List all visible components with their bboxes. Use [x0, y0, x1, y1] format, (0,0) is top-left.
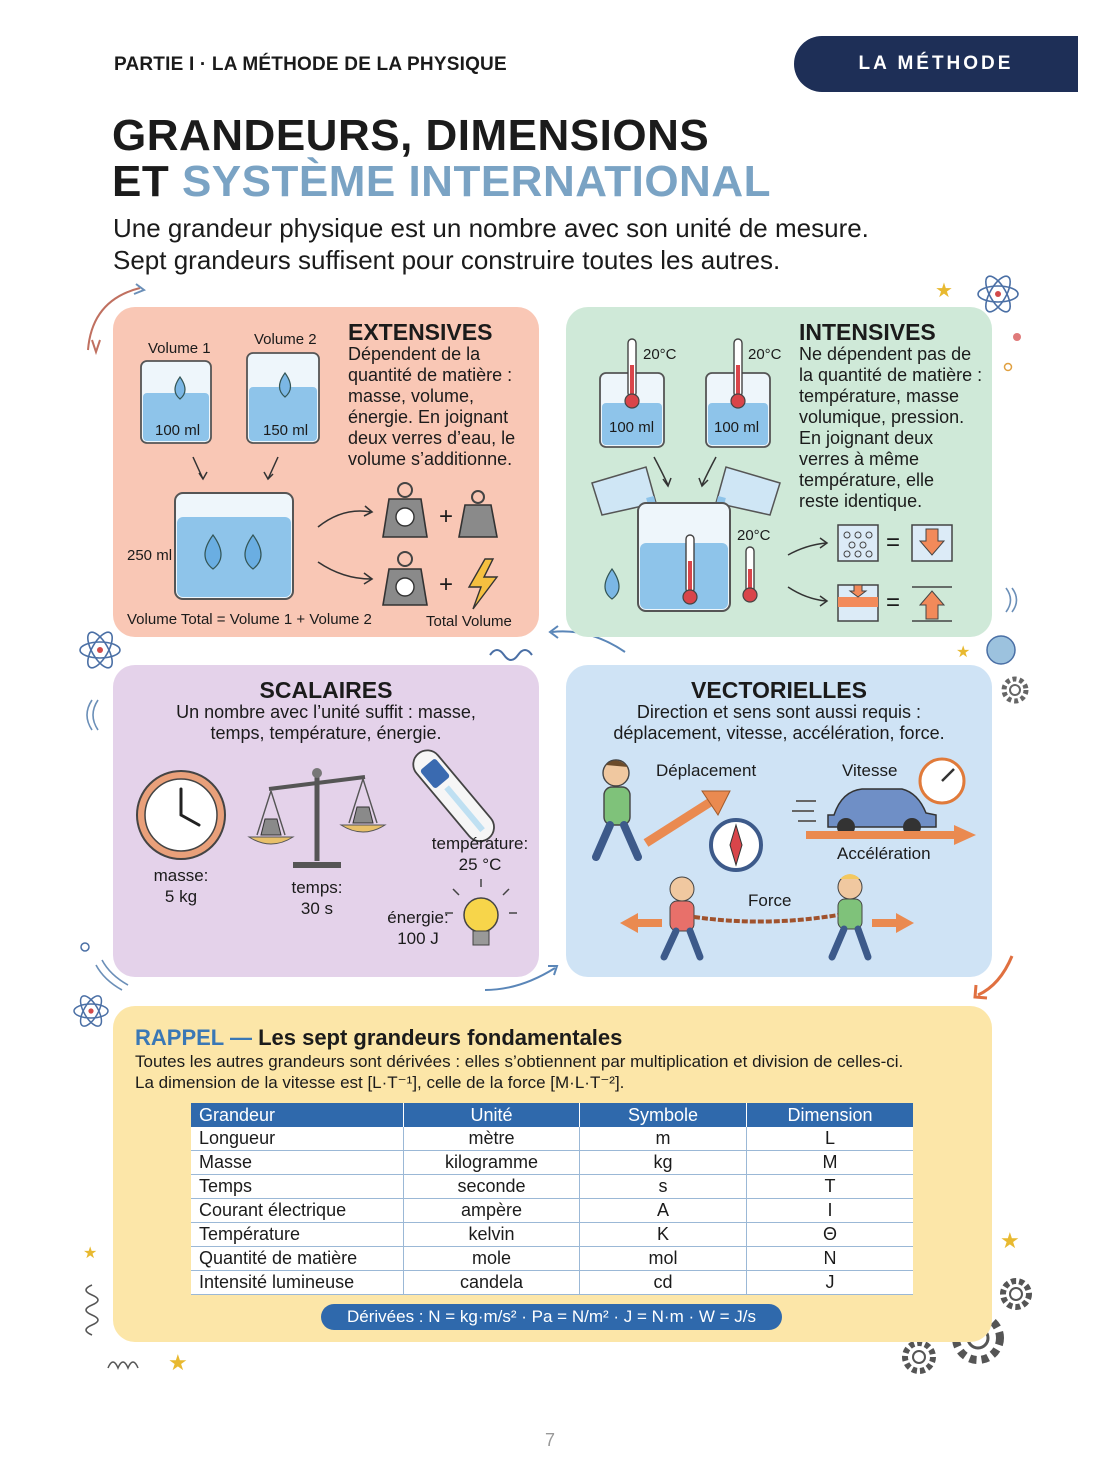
- svg-text:★: ★: [1000, 1228, 1020, 1253]
- pressure-box-icon: [838, 585, 878, 621]
- desc-line: température, elle: [799, 470, 935, 490]
- desc-line: Dépendent de la: [348, 344, 481, 364]
- desc-line: Un nombre avec l’unité suffit : masse,: [176, 702, 476, 722]
- table-row: [191, 1223, 913, 1247]
- speedometer-icon: [920, 759, 964, 803]
- vectorielles-title: VECTORIELLES: [691, 677, 867, 703]
- displacement-arrow-icon: [646, 801, 712, 843]
- page-number: 7: [544, 1430, 555, 1450]
- table-cell: I: [747, 1199, 914, 1223]
- desc-line: La dimension de la vitesse est [L·T⁻¹], celle de la force [M·L·T⁻²].: [135, 1073, 625, 1092]
- spring-icon: [86, 1285, 98, 1335]
- energie-label: [373, 907, 463, 949]
- table-cell: J: [747, 1271, 914, 1295]
- svg-text:★: ★: [956, 644, 971, 661]
- ml-label: 100 ml: [609, 419, 655, 436]
- desc-line: volume s’additionne.: [348, 449, 513, 469]
- scalaires-title: SCALAIRES: [259, 677, 393, 703]
- table-cell: Température: [191, 1223, 404, 1247]
- fundamental-quantities-table: [191, 1103, 913, 1295]
- col-header: Grandeur: [191, 1103, 404, 1127]
- desc-line: reste identique.: [799, 491, 923, 511]
- gear-icon: [1004, 679, 1026, 701]
- desc-line: Direction et sens sont aussi requis :: [636, 702, 922, 722]
- desc-line: masse, volume,: [348, 386, 475, 406]
- intensives-title: INTENSIVES: [799, 319, 936, 345]
- lightning-icon: [469, 559, 497, 609]
- page-title-line1: GRANDEURS, DIMENSIONS: [112, 111, 710, 160]
- pressure-down-icon: [912, 525, 952, 561]
- weight-icon: [383, 552, 427, 605]
- temps-label: [273, 877, 361, 919]
- rappel-desc: [135, 1051, 985, 1093]
- squiggle-icon: [490, 650, 532, 660]
- table-row: [191, 1199, 913, 1223]
- temp-label: 20°C: [737, 527, 771, 544]
- label-line: 30 s: [300, 899, 334, 918]
- table-cell: kilogramme: [404, 1151, 580, 1175]
- desc-line: deux verres d’eau, le: [348, 428, 516, 448]
- label-line: température:: [431, 834, 529, 853]
- section-label: PARTIE I · LA MÉTHODE DE LA PHYSIQUE: [114, 54, 507, 75]
- table-row: [191, 1127, 913, 1151]
- card-extensives: [113, 307, 539, 637]
- table-cell: L: [747, 1127, 914, 1151]
- table-cell: ampère: [404, 1199, 580, 1223]
- deplacement-label: Déplacement: [656, 761, 757, 780]
- card-scalaires: [113, 665, 539, 977]
- table-cell: candela: [404, 1271, 580, 1295]
- thermometer-icon: [408, 745, 500, 847]
- table-cell: Intensité lumineuse: [191, 1271, 404, 1295]
- extensives-desc: [348, 344, 515, 470]
- label-line: masse:: [153, 866, 209, 885]
- gear-icon: [905, 1343, 933, 1371]
- temp-label: 20°C: [748, 346, 782, 363]
- card-vectorielles: [566, 665, 992, 977]
- table-cell: T: [747, 1175, 914, 1199]
- table-cell: seconde: [404, 1175, 580, 1199]
- balance-scale-icon: [249, 768, 385, 865]
- table-row: [191, 1151, 913, 1175]
- rappel-title-accent: RAPPEL —: [135, 1025, 252, 1050]
- big-beaker-icon: [175, 493, 293, 599]
- col-header: Symbole: [580, 1103, 747, 1127]
- svg-text:★: ★: [168, 1350, 188, 1375]
- tug-of-war-icon: [664, 874, 868, 957]
- v1-ml: 100 ml: [155, 422, 201, 439]
- car-icon: [792, 789, 936, 836]
- table-cell: Quantité de matière: [191, 1247, 404, 1271]
- table-cell: kelvin: [404, 1223, 580, 1247]
- table-row: [191, 1271, 913, 1295]
- table-row: [191, 1247, 913, 1271]
- total-volume-label: Total Volume: [426, 613, 512, 630]
- table-row: [191, 1175, 913, 1199]
- desc-line: la quantité de matière :: [799, 365, 983, 385]
- clock-icon: [137, 771, 225, 859]
- volume1-label: Volume 1: [148, 340, 211, 357]
- rappel-title: [135, 1025, 622, 1051]
- equals-sign: =: [886, 529, 901, 556]
- total-ml: 250 ml: [127, 547, 173, 564]
- vectorielles-desc: [566, 702, 992, 744]
- acceleration-label: Accélération: [837, 844, 931, 863]
- desc-line: énergie. En joignant: [348, 407, 509, 427]
- plus-sign: +: [439, 571, 454, 598]
- rappel-title-rest: Les sept grandeurs fondamentales: [251, 1025, 623, 1050]
- scalaires-desc: [113, 702, 539, 744]
- ml-label: 100 ml: [714, 419, 760, 436]
- section-tag: LA MÉTHODE: [794, 36, 1078, 92]
- desc-line: En joignant deux: [799, 428, 934, 448]
- card-intensives: [566, 307, 992, 637]
- table-header-row: [191, 1103, 913, 1127]
- compass-icon: [711, 820, 761, 870]
- table-cell: mole: [404, 1247, 580, 1271]
- title-prefix: ET: [112, 157, 182, 206]
- desc-line: Toutes les autres grandeurs sont dérivées : elles s’obtiennent par multiplication et division de celles-ci.: [135, 1052, 904, 1071]
- big-beaker-icon: [638, 503, 730, 611]
- label-line: 5 kg: [164, 887, 198, 906]
- temperature-label: [413, 833, 547, 875]
- volume-formula: Volume Total = Volume 1 + Volume 2: [127, 611, 372, 628]
- label-line: énergie:: [387, 908, 449, 927]
- desc-line: déplacement, vitesse, accélération, force.: [613, 723, 945, 743]
- temp-label: 20°C: [643, 346, 677, 363]
- subtitle-line2: Sept grandeurs suffisent pour construire toutes les autres.: [113, 245, 781, 275]
- table-cell: mètre: [404, 1127, 580, 1151]
- desc-line: Ne dépendent pas de: [799, 344, 972, 364]
- col-header: Unité: [404, 1103, 580, 1127]
- desc-line: quantité de matière :: [348, 365, 513, 385]
- gear-icon: [1003, 1281, 1029, 1307]
- table-cell: M: [747, 1151, 914, 1175]
- water-drop-icon: [605, 569, 619, 599]
- subtitle-line1: Une grandeur physique est un nombre avec son unité de mesure.: [113, 213, 869, 243]
- masse-label: [137, 865, 225, 907]
- weight-icon: [383, 483, 427, 537]
- v2-ml: 150 ml: [263, 422, 309, 439]
- desc-line: verres à même: [799, 449, 920, 469]
- star-icon: ★: [935, 280, 953, 302]
- table-cell: Courant électrique: [191, 1199, 404, 1223]
- desc-line: temps, température, énergie.: [210, 723, 442, 743]
- dot-icon: [1013, 333, 1021, 341]
- density-box-icon: [838, 525, 878, 561]
- extensives-title: EXTENSIVES: [348, 319, 493, 345]
- walking-person-icon: [596, 760, 638, 857]
- table-cell: Θ: [747, 1223, 914, 1247]
- table-cell: Masse: [191, 1151, 404, 1175]
- planet-icon: [987, 636, 1015, 664]
- table-cell: cd: [580, 1271, 747, 1295]
- table-cell: s: [580, 1175, 747, 1199]
- desc-line: température, masse: [799, 386, 960, 406]
- table-cell: m: [580, 1127, 747, 1151]
- weight-icon: [459, 491, 497, 537]
- table-cell: Temps: [191, 1175, 404, 1199]
- atom-icon: [74, 993, 108, 1029]
- plus-sign: +: [439, 503, 454, 530]
- label-line: 25 °C: [458, 855, 502, 874]
- svg-text:★: ★: [83, 1245, 98, 1262]
- table-cell: mol: [580, 1247, 747, 1271]
- vitesse-label: Vitesse: [842, 761, 898, 780]
- desc-line: volumique, pression.: [799, 407, 965, 427]
- title-accent: SYSTÈME INTERNATIONAL: [181, 157, 771, 206]
- col-header: Dimension: [747, 1103, 914, 1127]
- pressure-up-icon: [912, 587, 952, 621]
- label-line: 100 J: [397, 929, 439, 948]
- intensives-desc: [799, 344, 982, 512]
- table-cell: N: [747, 1247, 914, 1271]
- force-label: Force: [748, 891, 792, 910]
- thermometer-icon: [743, 547, 757, 602]
- derived-units-pill: Dérivées : N = kg·m/s² · Pa = N/m² · J = N·m · W = J/s: [321, 1304, 782, 1330]
- table-cell: Longueur: [191, 1127, 404, 1151]
- volume2-label: Volume 2: [254, 331, 317, 348]
- equals-sign: =: [886, 589, 901, 616]
- label-line: temps:: [291, 878, 343, 897]
- table-cell: kg: [580, 1151, 747, 1175]
- table-cell: K: [580, 1223, 747, 1247]
- table-cell: A: [580, 1199, 747, 1223]
